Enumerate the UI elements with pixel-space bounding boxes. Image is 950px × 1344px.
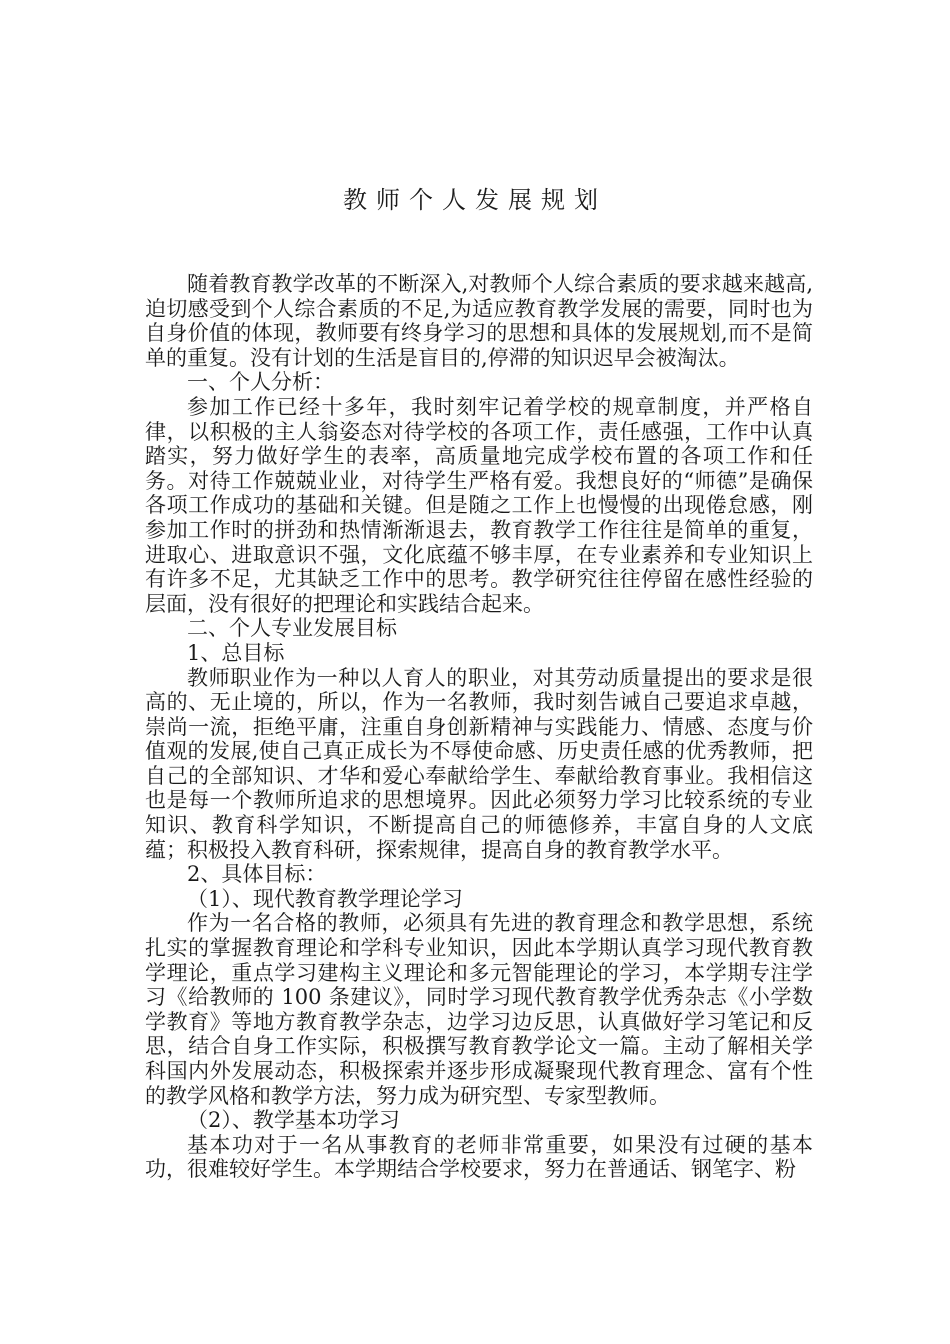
heading-overall-goal: 1、总目标 xyxy=(187,640,285,665)
heading-specific-goals: 2、具体目标： xyxy=(187,862,327,887)
heading-theory-study: （1）、现代教育教学理论学习 xyxy=(187,886,463,911)
heading-personal-analysis: 一、个人分析： xyxy=(187,370,334,395)
paragraph-basic-skills: 基本功对于一名从事教育的老师非常重要，如果没有过硬的基本功，很难较好学生。本学期结合学校要求，努力在普通话、钢笔字、粉 xyxy=(145,1132,813,1182)
document-title: 教师个人发展规划 xyxy=(343,186,607,214)
heading-development-goals: 二、个人专业发展目标 xyxy=(187,616,397,641)
paragraph-intro: 随着教育教学改革的不断深入,对教师个人综合素质的要求越来越高,迫切感受到个人综合素质的不足,为适应教育教学发展的需要，同时也为自身价值的体现，教师要有终身学习的思想和具体的发展规划,而不是简单的重复。没有计划的生活是盲目的,停滞的知识迟早会被淘汰。 xyxy=(145,272,813,370)
document-body xyxy=(145,272,813,1182)
paragraph-overall-goal: 教师职业作为一种以人育人的职业，对其劳动质量提出的要求是很高的、无止境的，所以，作为一名教师，我时刻告诫自己要追求卓越，崇尚一流，拒绝平庸，注重自身创新精神与实践能力、情感、态度与价值观的发展,使自己真正成长为不辱使命感、历史责任感的优秀教师，把自己的全部知识、才华和爱心奉献给学生、奉献给教育事业。我相信这也是每一个教师所追求的思想境界。因此必须努力学习比较系统的专业知识、教育科学知识，不断提高自己的师德修养，丰富自身的人文底蕴；积极投入教育科研，探索规律，提高自身的教育教学水平。 xyxy=(145,665,813,862)
paragraph-theory-study: 作为一名合格的教师，必须具有先进的教育理念和教学思想，系统扎实的掌握教育理论和学科专业知识，因此本学期认真学习现代教育教学理论，重点学习建构主义理论和多元智能理论的学习，本学期专注学习《给教师的 100 条建议》，同时学习现代教育教学优秀杂志《小学数学教育》等地方教育教学杂志，边学习边反思，认真做好学习笔记和反思，结合自身工作实际，积极撰写教育教学论文一篇。主动了解相关学科国内外发展动态，积极探索并逐步形成凝聚现代教育理念、富有个性的教学风格和教学方法，努力成为研究型、专家型教师。 xyxy=(145,911,813,1108)
paragraph-personal-analysis: 参加工作已经十多年，我时刻牢记着学校的规章制度，并严格自律，以积极的主人翁姿态对待学校的各项工作，责任感强，工作中认真踏实，努力做好学生的表率，高质量地完成学校布置的各项工作和任务。对待工作兢兢业业，对待学生严格有爱。我想良好的“师德”是确保各项工作成功的基础和关键。但是随之工作上也慢慢的出现倦怠感，刚参加工作时的拼劲和热情渐渐退去，教育教学工作往往是简单的重复，进取心、进取意识不强，文化底蕴不够丰厚，在专业素养和专业知识上有许多不足，尤其缺乏工作中的思考。教学研究往往停留在感性经验的层面，没有很好的把理论和实践结合起来。 xyxy=(145,394,813,616)
heading-basic-skills: （2）、教学基本功学习 xyxy=(187,1108,400,1133)
